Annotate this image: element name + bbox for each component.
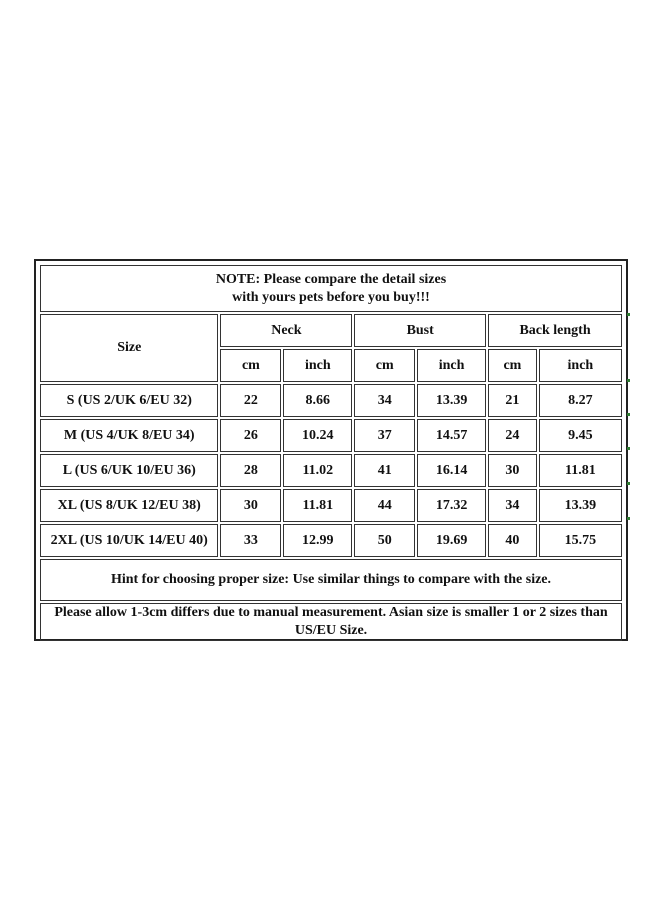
hint-text: Hint for choosing proper size: Use similar things to compare with the size.	[40, 559, 622, 601]
neck-cm: 30	[220, 489, 281, 522]
bust-inch: 17.32	[417, 489, 486, 522]
back-length-inch: 13.39	[539, 489, 622, 522]
edge-marker	[627, 517, 630, 520]
back-length-cm: 40	[488, 524, 537, 557]
allowance-row	[40, 603, 622, 641]
note-row	[40, 265, 622, 312]
size-label: S (US 2/UK 6/EU 32)	[40, 384, 218, 417]
back-length-inch: 11.81	[539, 454, 622, 487]
allowance-text: Please allow 1-3cm differs due to manual measurement. Asian size is smaller 1 or 2 sizes than US/EU Size.	[40, 603, 622, 641]
note-line-1: NOTE: Please compare the detail sizes	[215, 271, 447, 287]
edge-marker	[627, 447, 630, 450]
size-header: Size	[40, 314, 218, 382]
bust-cm: 37	[354, 419, 415, 452]
back-length-inch: 8.27	[539, 384, 622, 417]
table-row	[40, 524, 622, 557]
size-label: L (US 6/UK 10/EU 36)	[40, 454, 218, 487]
bust-cm: 50	[354, 524, 415, 557]
bust-header: Bust	[354, 314, 486, 347]
back-length-cm: 21	[488, 384, 537, 417]
neck-cm: 22	[220, 384, 281, 417]
bust-inch: 16.14	[417, 454, 486, 487]
bust-inch: 19.69	[417, 524, 486, 557]
neck-cm: 33	[220, 524, 281, 557]
unit-cm: cm	[220, 349, 281, 382]
edge-marker	[627, 413, 630, 416]
table-row	[40, 419, 622, 452]
back-length-header: Back length	[488, 314, 622, 347]
size-table	[38, 263, 624, 643]
bust-inch: 13.39	[417, 384, 486, 417]
hint-row	[40, 559, 622, 601]
bust-cm: 44	[354, 489, 415, 522]
unit-inch: inch	[539, 349, 622, 382]
size-chart	[34, 259, 628, 641]
back-length-inch: 9.45	[539, 419, 622, 452]
edge-marker	[627, 482, 630, 485]
neck-inch: 10.24	[283, 419, 352, 452]
back-length-cm: 24	[488, 419, 537, 452]
unit-inch: inch	[283, 349, 352, 382]
back-length-cm: 34	[488, 489, 537, 522]
unit-cm: cm	[354, 349, 415, 382]
back-length-cm: 30	[488, 454, 537, 487]
table-row	[40, 384, 622, 417]
bust-cm: 41	[354, 454, 415, 487]
neck-cm: 26	[220, 419, 281, 452]
header-row	[40, 314, 622, 347]
edge-marker	[627, 379, 630, 382]
bust-cm: 34	[354, 384, 415, 417]
table-row	[40, 489, 622, 522]
table-row	[40, 454, 622, 487]
neck-inch: 11.81	[283, 489, 352, 522]
unit-cm: cm	[488, 349, 537, 382]
note-cell	[40, 265, 622, 312]
neck-inch: 11.02	[283, 454, 352, 487]
neck-header: Neck	[220, 314, 352, 347]
size-label: 2XL (US 10/UK 14/EU 40)	[40, 524, 218, 557]
neck-inch: 12.99	[283, 524, 352, 557]
edge-marker	[627, 313, 630, 316]
neck-cm: 28	[220, 454, 281, 487]
note-line-2: with yours pets before you buy!!!	[232, 289, 430, 305]
neck-inch: 8.66	[283, 384, 352, 417]
unit-inch: inch	[417, 349, 486, 382]
back-length-inch: 15.75	[539, 524, 622, 557]
bust-inch: 14.57	[417, 419, 486, 452]
size-label: XL (US 8/UK 12/EU 38)	[40, 489, 218, 522]
size-label: M (US 4/UK 8/EU 34)	[40, 419, 218, 452]
